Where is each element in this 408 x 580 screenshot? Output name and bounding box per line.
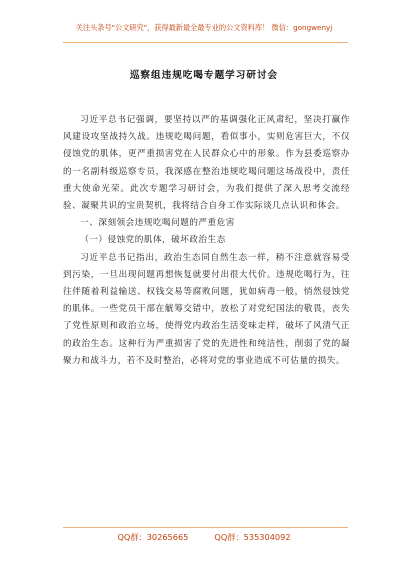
- subsection-heading: （一）侵蚀党的肌体，破坏政治生态: [80, 235, 226, 246]
- qq-group-1: QQ群：30265665: [117, 532, 189, 542]
- footer: [0, 532, 408, 543]
- document-body: [63, 112, 350, 370]
- section-heading: 一、深刻领会违规吃喝问题的严重危害: [80, 218, 235, 229]
- intro-paragraph: 习近平总书记强调，要坚持以严的基调强化正风肃纪，坚决打赢作风建设攻坚战持久战。违规吃喝问题，看似事小，实则危害巨大，不仅侵蚀党的肌体，更严重损害党在人民群众心中的形象。作为县委巡察办的一名副科级巡察专员，我深感在整治违规吃喝问题这场战役中，责任重大使命光荣。此次专题学习研讨会，为我们提供了深入思考交流经验、凝聚共识的宝贵契机，我将结合自身工作实际谈几点认识和体会。: [63, 115, 350, 212]
- header-divider: [63, 42, 348, 43]
- body-paragraph: 习近平总书记指出，政治生态同自然生态一样，稍不注意就容易受到污染，一旦出现问题再想恢复就要付出很大代价。违规吃喝行为，往往伴随着利益输送、权钱交易等腐败问题，犹如病毒一般，悄然侵蚀党的肌体。一些党员干部在觥筹交错中，放松了对党纪国法的敬畏，丧失了党性原则和政治立场，使得党内政治生活变味走样，破坏了风清气正的政治生态。这种行为严重损害了党的先进性和纯洁性，削弱了党的凝聚力和战斗力，若不及时整治，必将对党的事业造成不可估量的损失。: [63, 252, 350, 366]
- promo-banner: 关注头条号"公文研究"，获得最新最全最专业的公文资料库！ 微信：gongwenyj: [75, 23, 333, 32]
- footer-divider: [63, 527, 348, 528]
- qq-group-2: QQ群：535304092: [214, 532, 291, 542]
- document-title: 巡察组违规吃喝专题学习研讨会: [129, 70, 279, 81]
